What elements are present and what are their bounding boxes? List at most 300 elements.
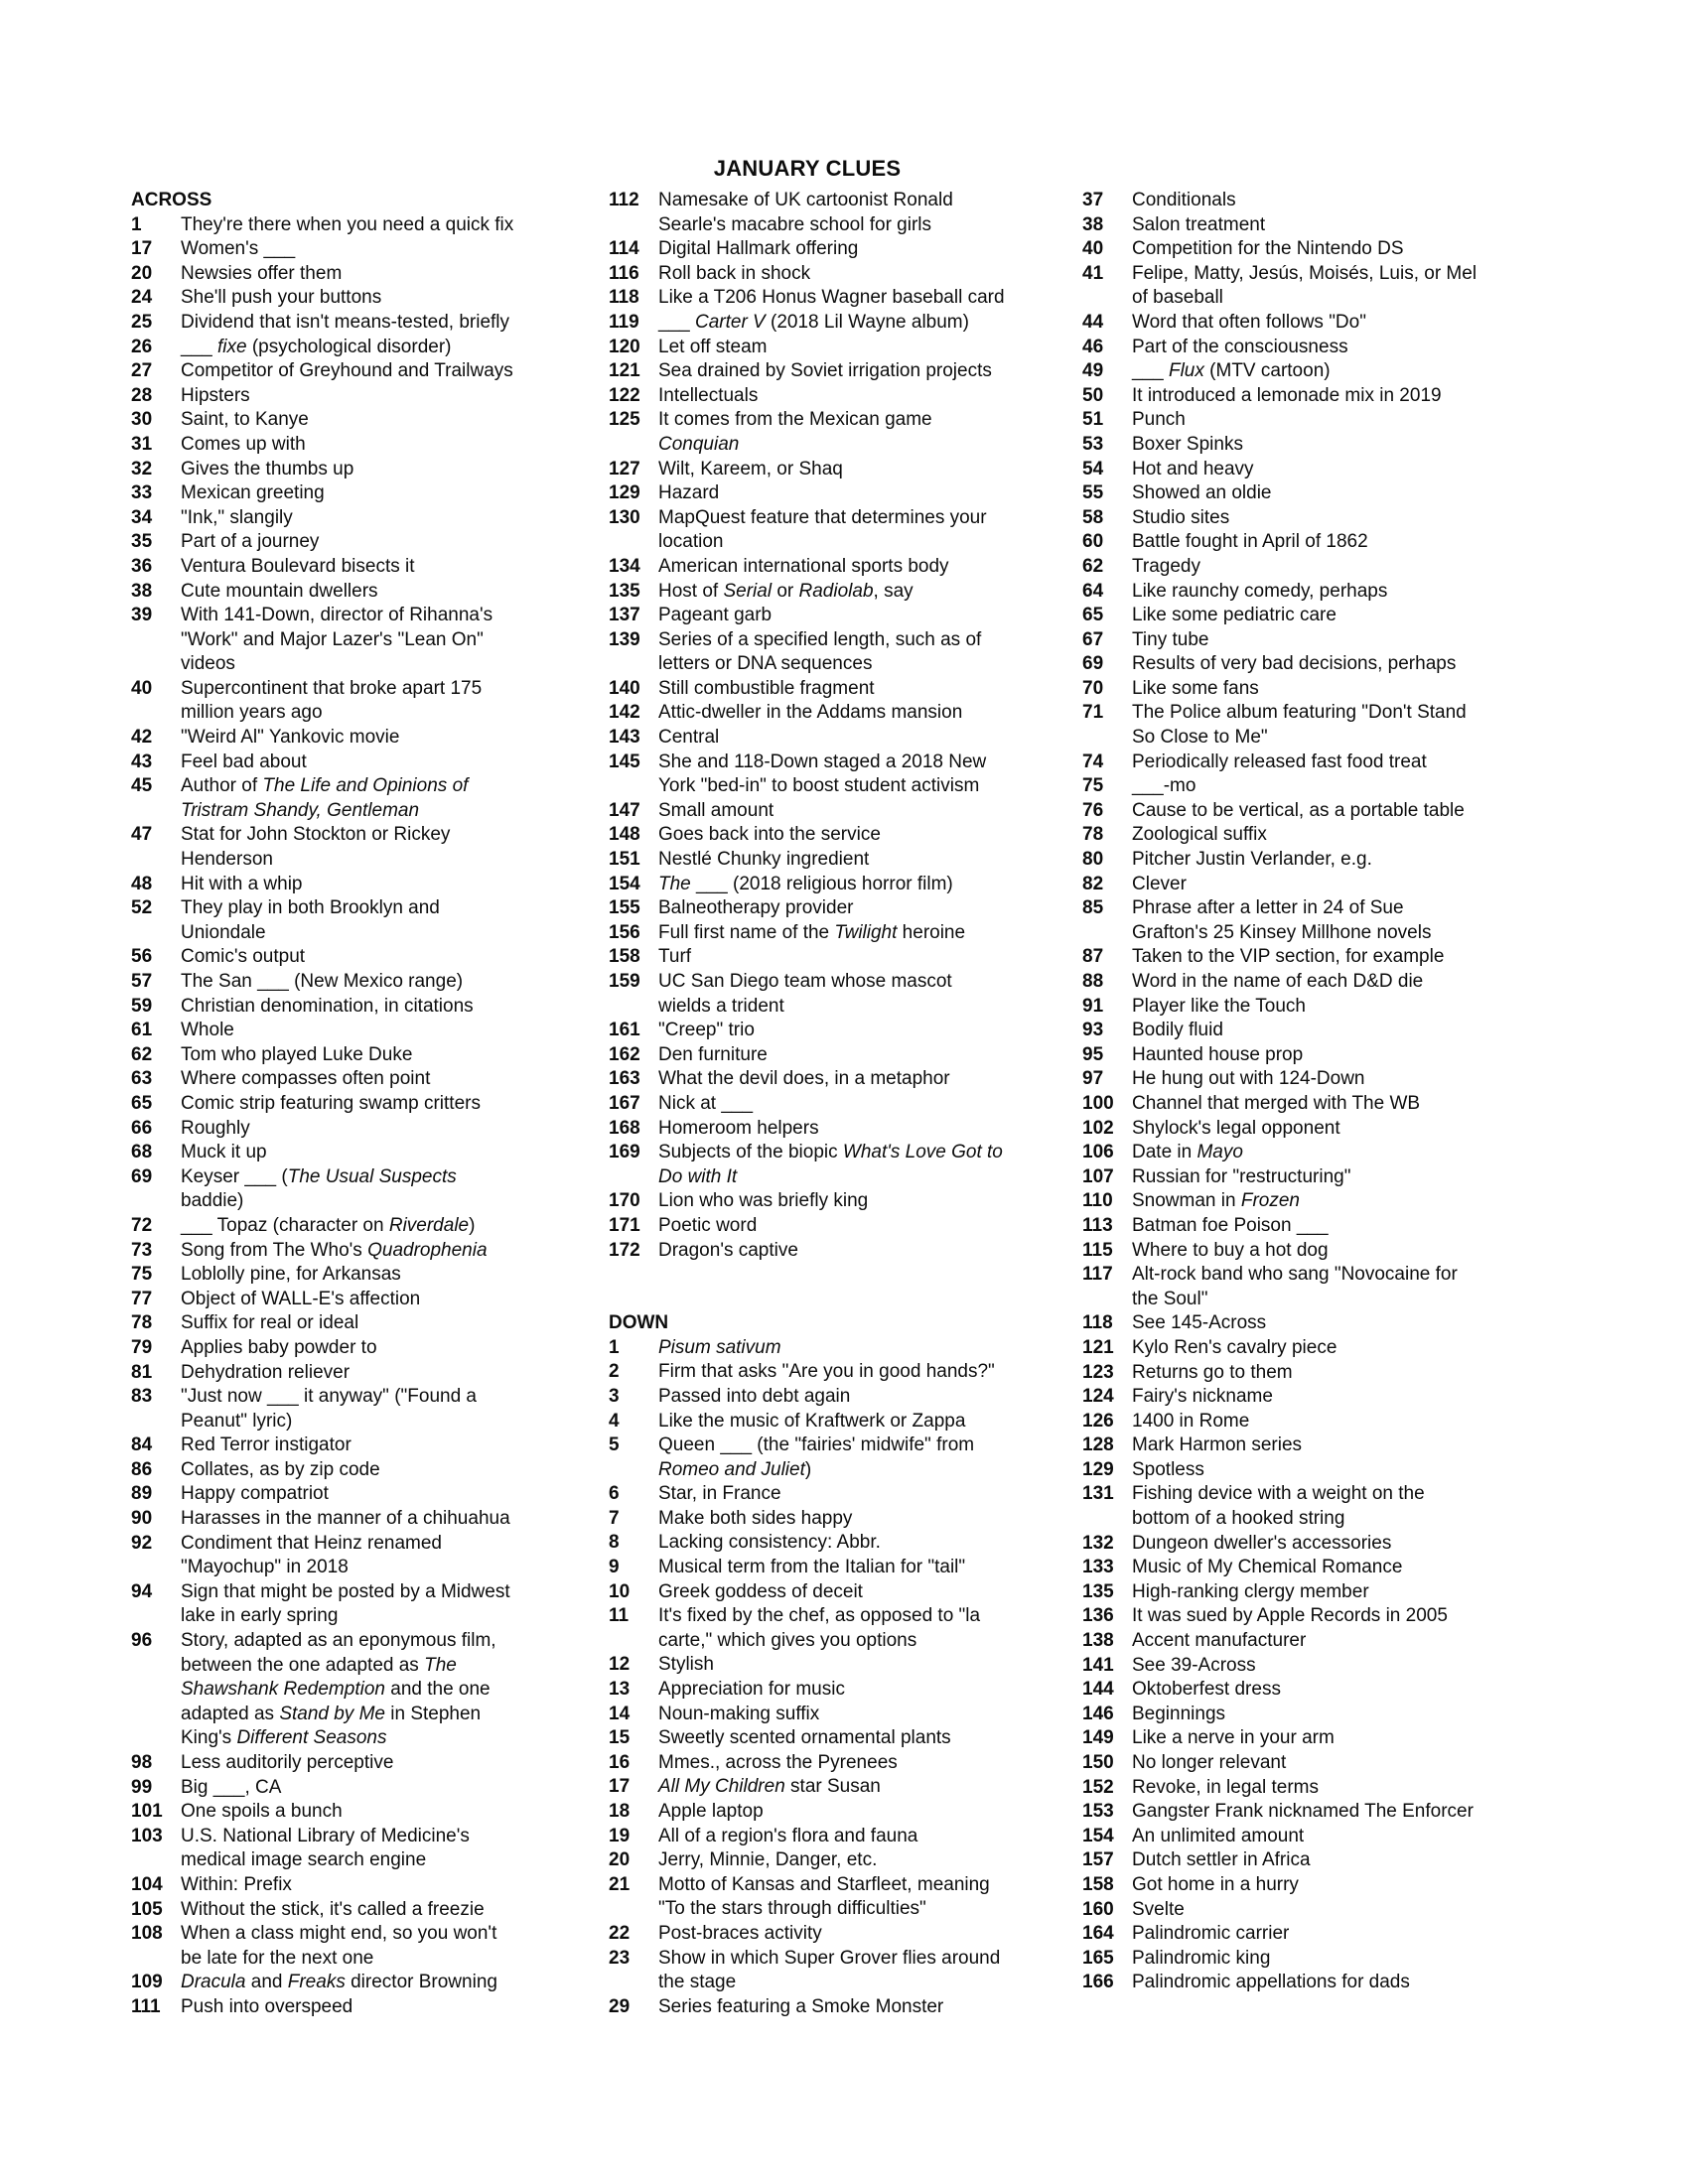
clue-text <box>181 1141 515 1165</box>
clue-row <box>609 1726 1006 1751</box>
clue-text-segment: Hit with a whip <box>181 873 303 894</box>
clue-text-segment: Clever <box>1132 873 1187 894</box>
clue-row <box>609 1189 1006 1214</box>
clue-text <box>1132 1117 1484 1142</box>
clue-text-italic-segment: Flux <box>1168 360 1204 382</box>
clue-text-segment: Revoke, in legal terms <box>1132 1776 1319 1798</box>
clue-number: 149 <box>1082 1727 1114 1749</box>
clue-text-segment: Appreciation for music <box>658 1679 845 1701</box>
clue-row <box>131 1433 515 1458</box>
clue-text <box>1132 262 1484 311</box>
clue-row <box>131 1580 515 1629</box>
clue-text <box>181 823 515 872</box>
clue-text-segment: Full first name of the <box>658 921 835 943</box>
clue-number: 14 <box>609 1703 631 1724</box>
clue-text-segment: Cause to be vertical, as a portable table <box>1132 799 1465 821</box>
clue-text-segment: Stat for John Stockton or Rickey Henderson <box>181 824 451 871</box>
clue-text-segment: Series of a specified length, such as of letters or DNA sequences <box>658 628 982 675</box>
clue-row <box>131 1825 515 1873</box>
clue-row <box>1082 970 1484 995</box>
clue-row <box>609 1825 1006 1849</box>
clue-text-segment: Snowman in <box>1132 1190 1241 1212</box>
clue-row <box>609 359 1006 384</box>
clue-row <box>1082 1776 1484 1801</box>
clue-text <box>658 896 1006 921</box>
clue-number: 23 <box>609 1947 631 1969</box>
clue-text <box>658 481 1006 506</box>
clue-text-segment: Red Terror instigator <box>181 1434 352 1456</box>
clue-text <box>181 1873 515 1898</box>
clue-number: 108 <box>131 1923 163 1945</box>
clue-number: 79 <box>131 1336 153 1358</box>
clue-text-segment: Accent manufacturer <box>1132 1630 1307 1652</box>
clue-text <box>1132 1361 1484 1386</box>
clue-text-italic-segment: Riverdale <box>388 1214 470 1236</box>
clue-number: 142 <box>609 702 640 724</box>
clue-row <box>131 1067 515 1092</box>
clue-text <box>658 751 1006 799</box>
clue-row <box>609 384 1006 409</box>
clue-text-segment: 1400 in Rome <box>1132 1410 1250 1432</box>
clue-text-segment: Without the stick, it's called a freezie <box>181 1898 485 1920</box>
clue-text <box>1132 1898 1484 1923</box>
clue-text-segment: Supercontinent that broke apart 175 million years ago <box>181 677 483 724</box>
clue-text-segment: Music of My Chemical Romance <box>1132 1557 1403 1578</box>
clue-text-segment: Christian denomination, in citations <box>181 995 474 1017</box>
clue-number: 51 <box>1082 409 1104 431</box>
clue-text-segment: Phrase after a letter in 24 of Sue Grafton's 25 Kinsey Millhone novels <box>1132 897 1432 943</box>
clue-row <box>131 1458 515 1483</box>
clue-text <box>1132 506 1484 531</box>
clue-text-segment: Battle fought in April of 1862 <box>1132 531 1368 553</box>
clue-text <box>658 1800 1006 1825</box>
clue-row <box>1082 1654 1484 1679</box>
clue-text <box>1132 1532 1484 1557</box>
clue-row <box>131 1385 515 1433</box>
clue-text-segment: Hipsters <box>181 384 250 406</box>
clue-number: 28 <box>131 384 153 406</box>
clue-number: 131 <box>1082 1483 1114 1505</box>
clue-text <box>1132 751 1484 775</box>
clue-row <box>1082 1703 1484 1727</box>
clue-text <box>181 774 515 823</box>
clue-text <box>181 1239 515 1264</box>
clue-text-segment: When a class might end, so you won't be late for the next one <box>181 1923 497 1969</box>
clue-text <box>658 1482 1006 1507</box>
clue-text-segment: Word in the name of each D&D die <box>1132 971 1424 992</box>
clue-text-segment: Fairy's nickname <box>1132 1386 1273 1408</box>
clue-text <box>181 555 515 580</box>
clue-row <box>609 311 1006 336</box>
clue-text <box>1132 1873 1484 1898</box>
clue-text <box>1132 1825 1484 1849</box>
clue-row <box>1082 1019 1484 1043</box>
clue-text <box>181 896 515 945</box>
clue-number: 150 <box>1082 1752 1114 1773</box>
section-gap <box>609 1263 1006 1311</box>
clue-row <box>609 1604 1006 1653</box>
clue-row <box>131 1532 515 1580</box>
clue-text-segment: Song from The Who's <box>181 1239 368 1261</box>
clue-row <box>609 751 1006 799</box>
clue-number: 115 <box>1082 1239 1113 1261</box>
clue-row <box>1082 1361 1484 1386</box>
clue-text-segment: Bodily fluid <box>1132 1020 1223 1041</box>
clue-number: 160 <box>1082 1898 1114 1920</box>
clue-text-segment: Whole <box>181 1020 234 1041</box>
clue-text-segment: Batman foe Poison ___ <box>1132 1214 1329 1236</box>
clue-text <box>1132 652 1484 677</box>
clue-text <box>181 1800 515 1825</box>
clue-text <box>1132 1703 1484 1727</box>
clue-text-segment: Returns go to them <box>1132 1361 1293 1383</box>
clue-text-segment: Punch <box>1132 409 1186 431</box>
clue-text-segment: Wilt, Kareem, or Shaq <box>658 458 843 479</box>
clue-text <box>1132 1019 1484 1043</box>
clue-text-segment: See 145-Across <box>1132 1312 1267 1334</box>
clue-text-segment: Muck it up <box>181 1142 267 1163</box>
clue-text-segment: Keyser ___ ( <box>181 1165 288 1187</box>
clue-row <box>1082 311 1484 336</box>
clue-row <box>1082 213 1484 238</box>
clue-row <box>1082 628 1484 653</box>
clue-number: 24 <box>131 287 153 309</box>
clue-row <box>609 1239 1006 1264</box>
clue-text <box>1132 1776 1484 1801</box>
clue-text-segment: One spoils a bunch <box>181 1801 343 1823</box>
clue-row <box>609 408 1006 457</box>
clue-text <box>181 1019 515 1043</box>
clue-number: 87 <box>1082 946 1104 968</box>
clue-text <box>658 823 1006 848</box>
clue-text <box>1132 1971 1484 1995</box>
clue-number: 122 <box>609 384 640 406</box>
clue-number: 164 <box>1082 1923 1114 1945</box>
clue-text-segment: Show in which Super Grover flies around the stage <box>658 1947 1001 1993</box>
clue-row <box>609 1947 1006 1995</box>
clue-number: 118 <box>609 287 639 309</box>
clue-text-segment: Competitor of Greyhound and Trailways <box>181 360 513 382</box>
clue-number: 156 <box>609 921 640 943</box>
clue-text <box>181 1361 515 1386</box>
clue-text-italic-segment: Stand by Me <box>279 1703 385 1724</box>
clue-number: 153 <box>1082 1801 1114 1823</box>
clue-text-segment: Balneotherapy provider <box>658 897 854 919</box>
clue-row <box>131 1019 515 1043</box>
clue-text-segment: Roll back in shock <box>658 262 811 284</box>
clue-text-segment: Roughly <box>181 1117 250 1139</box>
clue-row <box>1082 873 1484 897</box>
clue-number: 116 <box>609 262 639 284</box>
clue-text <box>181 1922 515 1971</box>
clue-row <box>609 580 1006 605</box>
clue-row <box>131 1971 515 1995</box>
clue-text-segment: , say <box>873 580 914 602</box>
clue-number: 166 <box>1082 1972 1114 1993</box>
clue-text-segment: Passed into debt again <box>658 1385 851 1407</box>
clue-text-segment: Newsies offer them <box>181 262 343 284</box>
clue-number: 91 <box>1082 995 1104 1017</box>
clue-text <box>658 1189 1006 1214</box>
clue-text <box>181 1311 515 1336</box>
clue-row <box>131 1482 515 1507</box>
clue-text <box>1132 604 1484 628</box>
clue-text <box>658 506 1006 555</box>
clue-text <box>658 1019 1006 1043</box>
clue-text <box>658 1239 1006 1264</box>
clue-number: 128 <box>1082 1434 1114 1456</box>
clue-text <box>658 970 1006 1019</box>
clue-text-segment: ___ (2018 religious horror film) <box>690 873 953 894</box>
clue-row <box>609 1873 1006 1922</box>
clue-text <box>658 384 1006 409</box>
clue-number: 165 <box>1082 1947 1114 1969</box>
clue-number: 22 <box>609 1922 631 1944</box>
clue-text-segment: Series featuring a Smoke Monster <box>658 1995 944 2017</box>
clue-text <box>181 1971 515 1995</box>
clue-text-segment: Namesake of UK cartoonist Ronald Searle's macabre school for girls <box>658 190 953 235</box>
clue-text-segment: It's fixed by the chef, as opposed to "la carte," which gives you options <box>658 1605 981 1651</box>
clue-row <box>131 213 515 238</box>
clue-number: 25 <box>131 311 153 333</box>
clue-text-segment: Subjects of the biopic <box>658 1142 843 1163</box>
clue-text-segment: Goes back into the service <box>658 824 881 846</box>
clue-row <box>1082 1311 1484 1336</box>
clue-row <box>1082 262 1484 311</box>
clue-text-segment: Pageant garb <box>658 605 773 626</box>
clue-row <box>131 823 515 872</box>
clue-text-italic-segment: Carter V <box>694 311 766 333</box>
clue-text <box>181 311 515 336</box>
clue-text <box>1132 1604 1484 1629</box>
clue-text <box>181 1433 515 1458</box>
clue-number: 1 <box>131 213 142 235</box>
clue-row <box>609 1482 1006 1507</box>
clue-text <box>1132 1580 1484 1605</box>
clue-text-segment: Salon treatment <box>1132 213 1266 235</box>
clue-text-segment: See 39-Across <box>1132 1654 1256 1676</box>
clue-text <box>1132 580 1484 605</box>
clue-text <box>1132 311 1484 336</box>
clue-text <box>1132 1214 1484 1239</box>
clue-row <box>609 286 1006 311</box>
clue-text-segment: Spotless <box>1132 1458 1204 1480</box>
clue-number: 169 <box>609 1142 640 1163</box>
clue-number: 36 <box>131 555 153 577</box>
clue-number: 74 <box>1082 751 1104 772</box>
clue-text-segment: Zoological suffix <box>1132 824 1267 846</box>
clue-text <box>658 1825 1006 1849</box>
clue-row <box>609 799 1006 824</box>
clue-text <box>1132 1189 1484 1214</box>
clue-text-segment: Central <box>658 727 720 749</box>
clue-number: 39 <box>131 605 153 626</box>
clue-row <box>131 1361 515 1386</box>
clue-text-segment: All of a region's flora and fauna <box>658 1825 918 1846</box>
clue-number: 86 <box>131 1458 153 1480</box>
clue-text <box>658 1922 1006 1947</box>
clue-text-segment: Got home in a hurry <box>1132 1873 1299 1895</box>
clue-row <box>1082 237 1484 262</box>
clue-text <box>658 1360 1006 1385</box>
clue-row <box>131 1263 515 1288</box>
clue-row <box>131 1311 515 1336</box>
clue-row <box>609 1703 1006 1727</box>
clue-row <box>131 995 515 1020</box>
clue-text <box>658 1043 1006 1068</box>
clue-number: 19 <box>609 1825 631 1846</box>
clue-text <box>181 359 515 384</box>
clue-row <box>131 384 515 409</box>
clue-row <box>1082 751 1484 775</box>
clue-row <box>609 945 1006 970</box>
clue-row <box>1082 1263 1484 1311</box>
clue-row <box>1082 799 1484 824</box>
clue-text <box>658 458 1006 482</box>
clue-text-segment: Tom who played Luke Duke <box>181 1043 413 1065</box>
clue-row <box>1082 1825 1484 1849</box>
clue-row <box>1082 189 1484 213</box>
clue-text-segment: (MTV cartoon) <box>1203 360 1331 382</box>
clue-number: 113 <box>1082 1214 1113 1236</box>
clue-text-segment: ___-mo <box>1132 775 1196 797</box>
clue-text <box>1132 774 1484 799</box>
clue-row <box>131 458 515 482</box>
clue-text <box>181 1482 515 1507</box>
clue-number: 46 <box>1082 336 1104 357</box>
clue-text-segment: It comes from the Mexican game <box>658 409 932 431</box>
clue-row <box>609 701 1006 726</box>
clue-row <box>609 336 1006 360</box>
clue-text-segment: Stylish <box>658 1654 714 1676</box>
clue-row <box>1082 1971 1484 1995</box>
clue-text-segment: Attic-dweller in the Addams mansion <box>658 702 963 724</box>
clue-number: 33 <box>131 482 153 504</box>
clue-text <box>658 1336 1006 1361</box>
clue-text-segment: He hung out with 124-Down <box>1132 1068 1365 1090</box>
clue-row <box>131 408 515 433</box>
clue-text-italic-segment: The <box>658 873 691 894</box>
clue-number: 82 <box>1082 873 1104 894</box>
clue-text-segment: With 141-Down, director of Rihanna's "Work" and Major Lazer's "Lean On" videos <box>181 605 493 675</box>
clue-text-segment: Haunted house prop <box>1132 1043 1304 1065</box>
clue-text-segment: An unlimited amount <box>1132 1825 1305 1846</box>
clue-text <box>658 1531 1006 1556</box>
clue-text <box>181 1898 515 1923</box>
clue-row <box>131 1239 515 1264</box>
clue-number: 27 <box>131 360 153 382</box>
clue-number: 90 <box>131 1508 153 1530</box>
clue-text-segment: Dungeon dweller's accessories <box>1132 1532 1392 1554</box>
clue-text-segment: Comic strip featuring swamp critters <box>181 1092 481 1114</box>
clue-text-segment: Word that often follows "Do" <box>1132 311 1366 333</box>
clue-text-segment: Greek goddess of deceit <box>658 1580 863 1602</box>
clue-text-segment: American international sports body <box>658 555 949 577</box>
clue-row <box>1082 1117 1484 1142</box>
clue-number: 88 <box>1082 971 1104 992</box>
clue-text-segment: Host of <box>658 580 724 602</box>
clue-text <box>1132 1947 1484 1972</box>
clue-text-segment: It introduced a lemonade mix in 2019 <box>1132 384 1442 406</box>
clue-text-italic-segment: Different Seasons <box>236 1727 387 1749</box>
clue-row <box>1082 1751 1484 1776</box>
clue-number: 3 <box>609 1385 620 1407</box>
clue-text-italic-segment: Serial <box>723 580 773 602</box>
clue-text-segment: Like a nerve in your arm <box>1132 1727 1335 1749</box>
clue-row <box>1082 1898 1484 1923</box>
clue-number: 77 <box>131 1288 153 1309</box>
clue-row <box>131 336 515 360</box>
clue-text-segment: High-ranking clergy member <box>1132 1580 1369 1602</box>
clue-row <box>609 1775 1006 1800</box>
clue-text-segment: Date in <box>1132 1142 1197 1163</box>
clue-text-segment: Like raunchy comedy, perhaps <box>1132 580 1388 602</box>
clue-number: 50 <box>1082 384 1104 406</box>
clue-row <box>609 726 1006 751</box>
clue-row <box>609 1922 1006 1947</box>
clue-row <box>1082 1385 1484 1410</box>
clue-row <box>131 433 515 458</box>
page-title: JANUARY CLUES <box>713 156 902 181</box>
clue-row <box>1082 774 1484 799</box>
clue-row <box>131 677 515 726</box>
clue-number: 54 <box>1082 458 1104 479</box>
clue-number: 30 <box>131 409 153 431</box>
clue-text <box>1132 213 1484 238</box>
clue-text-segment: Less auditorily perceptive <box>181 1752 394 1773</box>
clue-number: 78 <box>1082 824 1104 846</box>
clue-number: 35 <box>131 531 153 553</box>
clue-number: 102 <box>1082 1117 1114 1139</box>
clue-row <box>131 1214 515 1239</box>
clue-number: 137 <box>609 605 640 626</box>
clue-text-italic-segment: The Usual Suspects <box>287 1165 457 1187</box>
clue-text-italic-segment: Dracula <box>181 1972 246 1993</box>
clue-number: 18 <box>609 1801 631 1822</box>
clue-row <box>1082 1092 1484 1117</box>
clue-text-segment: Channel that merged with The WB <box>1132 1092 1421 1114</box>
clue-text <box>1132 359 1484 384</box>
clue-text-segment: Den furniture <box>658 1043 768 1065</box>
clue-text-segment: Still combustible fragment <box>658 677 875 699</box>
clue-text-segment: They're there when you need a quick fix <box>181 213 514 235</box>
clue-row <box>609 1995 1006 2020</box>
clue-text <box>1132 1336 1484 1361</box>
clue-number: 65 <box>1082 605 1104 626</box>
clue-number: 145 <box>609 751 640 772</box>
clue-text-segment: ) <box>469 1214 476 1236</box>
clue-text <box>658 359 1006 384</box>
clue-number: 107 <box>1082 1165 1114 1187</box>
clue-text <box>181 1995 515 2020</box>
clue-row <box>131 896 515 945</box>
clue-number: 124 <box>1082 1386 1114 1408</box>
clue-text <box>1132 1165 1484 1190</box>
clue-row <box>1082 604 1484 628</box>
clue-text-segment: MapQuest feature that determines your location <box>658 506 987 553</box>
clue-number: 61 <box>131 1020 153 1041</box>
clue-text-segment: ___ <box>181 336 217 357</box>
clue-row <box>1082 1410 1484 1434</box>
clue-row <box>609 1092 1006 1117</box>
clue-text-segment: Comic's output <box>181 946 306 968</box>
clue-number: 20 <box>609 1849 631 1871</box>
clue-text <box>181 506 515 531</box>
clue-row <box>1082 823 1484 848</box>
clue-row <box>131 1043 515 1068</box>
clue-text-segment: Firm that asks "Are you in good hands?" <box>658 1361 995 1383</box>
clue-number: 63 <box>131 1068 153 1090</box>
